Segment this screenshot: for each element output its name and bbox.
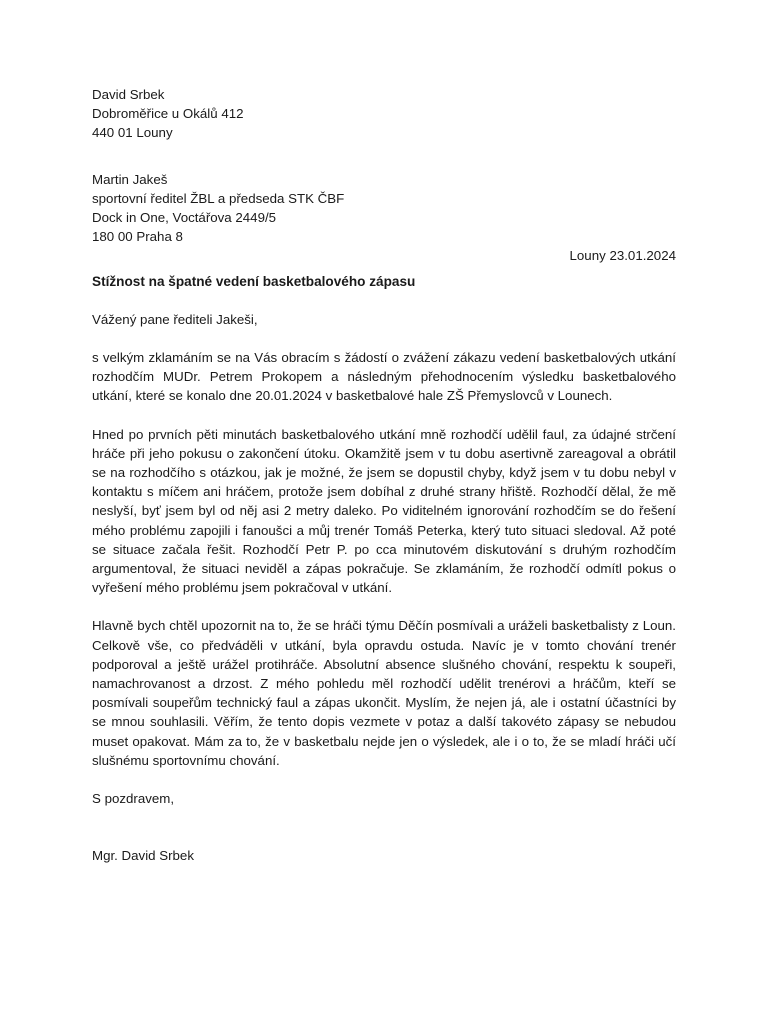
- paragraph-behavior: Hlavně bych chtěl upozornit na to, že se hráči týmu Děčín posmívali a uráželi basketbalisty z Loun. Celkově vše, co předváděli v utkání, byla opravdu ostuda. Navíc je v tomto chování trenér podporoval a ještě urážel protihráče. Absolutní absence slušného chování, respektu k soupeři, namachrovanost a drzost. Z mého pohledu měl rozhodčí udělit trenérovi a hráčům, kteří se posmívali soupeřům technický faul a zápas ukončit. Myslím, že nejen já, ale i ostatní účastníci by se mnou souhlasili. Věřím, že tento dopis vezmete v potaz a další takovéto zápasy se nebudou muset opakovat. Mám za to, že v basketbalu nejde jen o výsledek, ale i o to, že se mladí hráči učí slušnému sportovnímu chování.: [92, 618, 676, 768]
- recipient-address-block: [92, 170, 676, 247]
- recipient-street: Dock in One, Voctářova 2449/5: [92, 210, 277, 226]
- sender-address-block: [92, 85, 676, 143]
- sender-city: 440 01 Louny: [92, 125, 173, 141]
- sender-street: Dobroměřice u Okálů 412: [92, 106, 244, 122]
- salutation: Vážený pane řediteli Jakeši,: [92, 311, 258, 327]
- recipient-name: Martin Jakeš: [92, 171, 168, 187]
- recipient-city: 180 00 Praha 8: [92, 229, 183, 245]
- paragraph-intro: s velkým zklamáním se na Vás obracím s žádostí o zvážení zákazu vedení basketbalových utkání rozhodčím MUDr. Petrem Prokopem a následným přehodnocením výsledku basketbalového utkání, které se konalo dne 20.01.2024 v basketbalové hale ZŠ Přemyslovců v Lounech.: [92, 350, 676, 404]
- letter-subject: Stížnost na špatné vedení basketbalového zápasu: [92, 273, 416, 289]
- sender-name: David Srbek: [92, 87, 165, 102]
- signature: Mgr. David Srbek: [92, 848, 194, 864]
- letter-date: Louny 23.01.2024: [569, 248, 676, 264]
- letter-body: [92, 85, 676, 866]
- closing: S pozdravem,: [92, 791, 175, 807]
- paragraph-incident: Hned po prvních pěti minutách basketbalového utkání mně rozhodčí udělil faul, za údajné strčení hráče při jeho pokusu o zakončení útoku. Okamžitě jsem v tu dobu asertivně zareagoval a obrátil se na rozhodčího s otázkou, jak je možné, že jsem se dopustil chyby, když jsem v tu dobu nebyl v kontaktu s míčem ani hráčem, protože jsem dobíhal z druhé strany hřiště. Rozhodčí dělal, že mě neslyší, byť jsem byl od něj asi 2 metry daleko. Po viditelném ignorování rozhodčím se do řešení mého problému zapojili i fanoušci a můj trenér Tomáš Peterka, který tuto situaci sledoval. Až poté se situace začala řešit. Rozhodčí Petr P. po cca minutovém diskutování s druhým rozhodčím argumentoval, že situaci neviděl a zápas pokračuje. Se zklamáním, že rozhodčí odmítl pokus o vyřešení mého problému jsem pokračoval v utkání.: [92, 426, 676, 596]
- recipient-position: sportovní ředitel ŽBL a předseda STK ČBF: [92, 190, 345, 206]
